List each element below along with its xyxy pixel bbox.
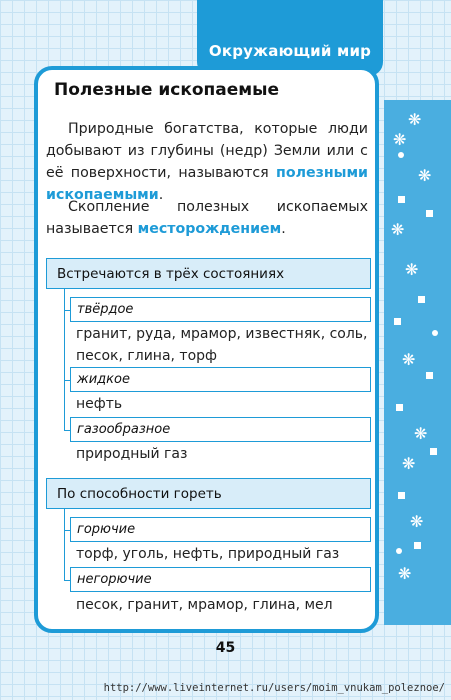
snowflake-icon: ❋ xyxy=(414,424,428,443)
square-icon xyxy=(426,372,433,379)
snowflake-icon: ❋ xyxy=(408,110,422,129)
subject-tab xyxy=(197,0,383,76)
snowflake-icon: ❋ xyxy=(393,130,407,149)
combustibility-connector xyxy=(64,509,65,581)
square-icon xyxy=(430,448,437,455)
deposit-paragraph xyxy=(46,196,368,240)
page-title: Полезные ископаемые xyxy=(54,80,280,100)
noncombustible-items: песок, гранит, мрамор, глина, мел xyxy=(76,597,333,613)
square-icon xyxy=(414,542,421,549)
snowflake-icon: ❋ xyxy=(418,166,432,185)
state-liquid-items: нефть xyxy=(76,396,123,412)
combustibility-heading: По способности гореть xyxy=(46,478,371,509)
subject-title: Окружающий мир xyxy=(208,42,372,60)
states-heading: Встречаются в трёх состояниях xyxy=(46,258,371,289)
state-solid-label: твёрдое xyxy=(70,297,371,322)
state-gas-items: природный газ xyxy=(76,446,188,462)
deposit-text: Скопление полезных ископаемых называется xyxy=(46,199,368,237)
square-icon xyxy=(396,404,403,411)
noncombustible-label: негорючие xyxy=(70,567,371,592)
square-icon xyxy=(398,492,405,499)
dot-icon xyxy=(398,152,404,158)
term-minerals: полезными ископаемыми xyxy=(46,165,368,203)
deposit-end: . xyxy=(281,221,286,237)
snowflake-icon: ❋ xyxy=(402,454,416,473)
snowflake-icon: ❋ xyxy=(391,220,405,239)
snowflake-icon: ❋ xyxy=(402,350,416,369)
state-gas-label: газообразное xyxy=(70,417,371,442)
combustible-label: горючие xyxy=(70,517,371,542)
dot-icon xyxy=(396,548,402,554)
snowflake-icon: ❋ xyxy=(398,564,412,583)
definition-text: Природные богатства, которые люди добывают из глубины (недр) Земли или с её поверхности, называются xyxy=(46,121,368,181)
square-icon xyxy=(418,296,425,303)
page-number: 45 xyxy=(215,640,236,656)
combustible-items: торф, уголь, нефть, природный газ xyxy=(76,546,340,562)
square-icon xyxy=(394,318,401,325)
source-url[interactable]: http://www.liveinternet.ru/users/moim_vnukam_poleznoe/ xyxy=(103,682,445,694)
state-solid-items: гранит, руда, мрамор, известняк, соль, песок, глина, торф xyxy=(76,326,368,364)
square-icon xyxy=(398,196,405,203)
state-liquid-label: жидкое xyxy=(70,367,371,392)
dot-icon xyxy=(432,330,438,336)
snowflake-icon: ❋ xyxy=(410,512,424,531)
snowflake-icon: ❋ xyxy=(405,260,419,279)
square-icon xyxy=(426,210,433,217)
definition-end: . xyxy=(158,187,164,203)
term-deposit: месторождением xyxy=(137,221,282,237)
definition-paragraph xyxy=(46,118,368,206)
